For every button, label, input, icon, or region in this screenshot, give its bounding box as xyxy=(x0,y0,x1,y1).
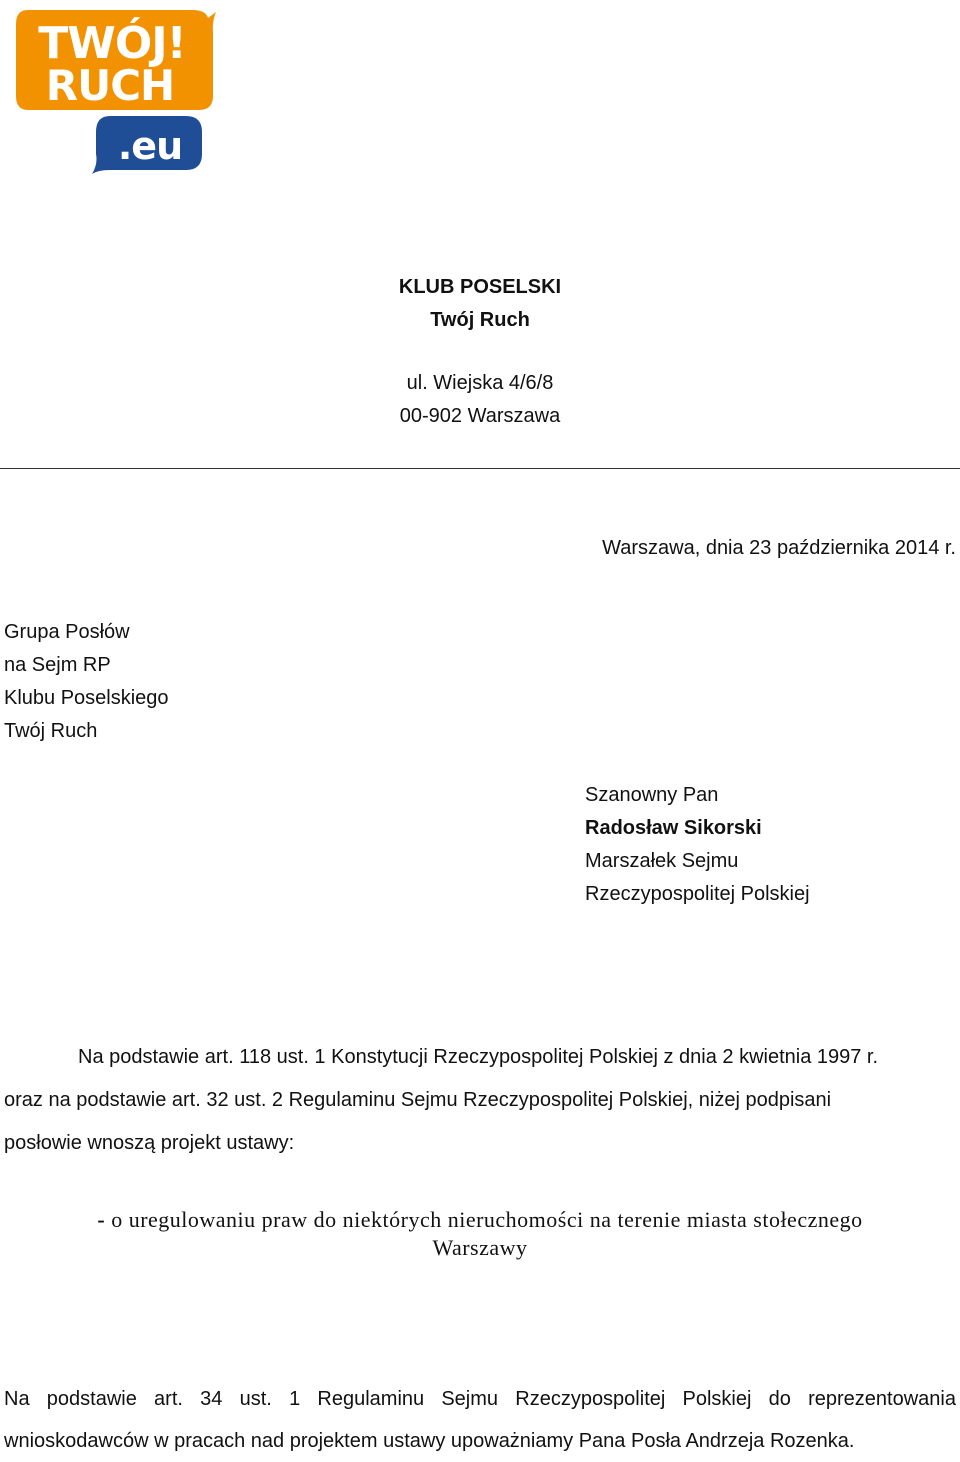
recipient-block xyxy=(585,779,810,911)
header-divider xyxy=(0,468,960,469)
bill-title-dash: - xyxy=(97,1207,106,1232)
legal-basis-paragraph xyxy=(4,1036,956,1165)
recipient-country: Rzeczypospolitej Polskiej xyxy=(585,883,810,905)
club-address xyxy=(0,367,960,433)
sender-line: Grupa Posłów xyxy=(4,621,130,643)
recipient-name: Radosław Sikorski xyxy=(585,817,762,839)
paragraph-line: Na podstawie art. 118 ust. 1 Konstytucji Rzeczypospolitej Polskiej z dnia 2 kwietnia 1997 r. xyxy=(78,1046,879,1068)
bill-title-text: o uregulowaniu praw do niektórych nieruchomości na terenie miasta stołecznego Warszawy xyxy=(111,1207,863,1260)
sender-line: Klubu Poselskiego xyxy=(4,687,169,709)
club-label: KLUB POSELSKI xyxy=(398,276,562,298)
logo-text-eu: .eu xyxy=(117,124,183,168)
recipient-title: Marszałek Sejmu xyxy=(585,850,739,872)
sender-line: na Sejm RP xyxy=(4,654,111,676)
logo-text-ruch: RUCH xyxy=(45,61,175,110)
letter-date: Warszawa, dnia 23 października 2014 r. xyxy=(602,537,956,559)
paragraph-line: posłowie wnoszą projekt ustawy: xyxy=(4,1132,295,1154)
sender-line: Twój Ruch xyxy=(4,720,98,742)
representative-paragraph xyxy=(4,1378,956,1462)
sender-block xyxy=(4,616,169,748)
club-header xyxy=(0,271,960,337)
bill-title xyxy=(0,1206,960,1262)
paragraph-line: wnioskodawców w pracach nad projektem ustawy upoważniamy Pana Posła Andrzeja Rozenka. xyxy=(4,1430,855,1452)
logo-text-twoj: TWÓJ! xyxy=(38,18,186,69)
paragraph-line: oraz na podstawie art. 32 ust. 2 Regulaminu Sejmu Rzeczypospolitej Polskiej, niżej podpisani xyxy=(4,1089,832,1111)
paragraph-line: Na podstawie art. 34 ust. 1 Regulaminu Sejmu Rzeczypospolitej Polskiej do reprezentowania xyxy=(4,1388,956,1410)
twoj-ruch-logo xyxy=(14,8,218,176)
address-city: 00-902 Warszawa xyxy=(399,405,561,427)
recipient-salutation: Szanowny Pan xyxy=(585,784,719,806)
address-street: ul. Wiejska 4/6/8 xyxy=(406,372,554,394)
club-name: Twój Ruch xyxy=(430,309,530,331)
